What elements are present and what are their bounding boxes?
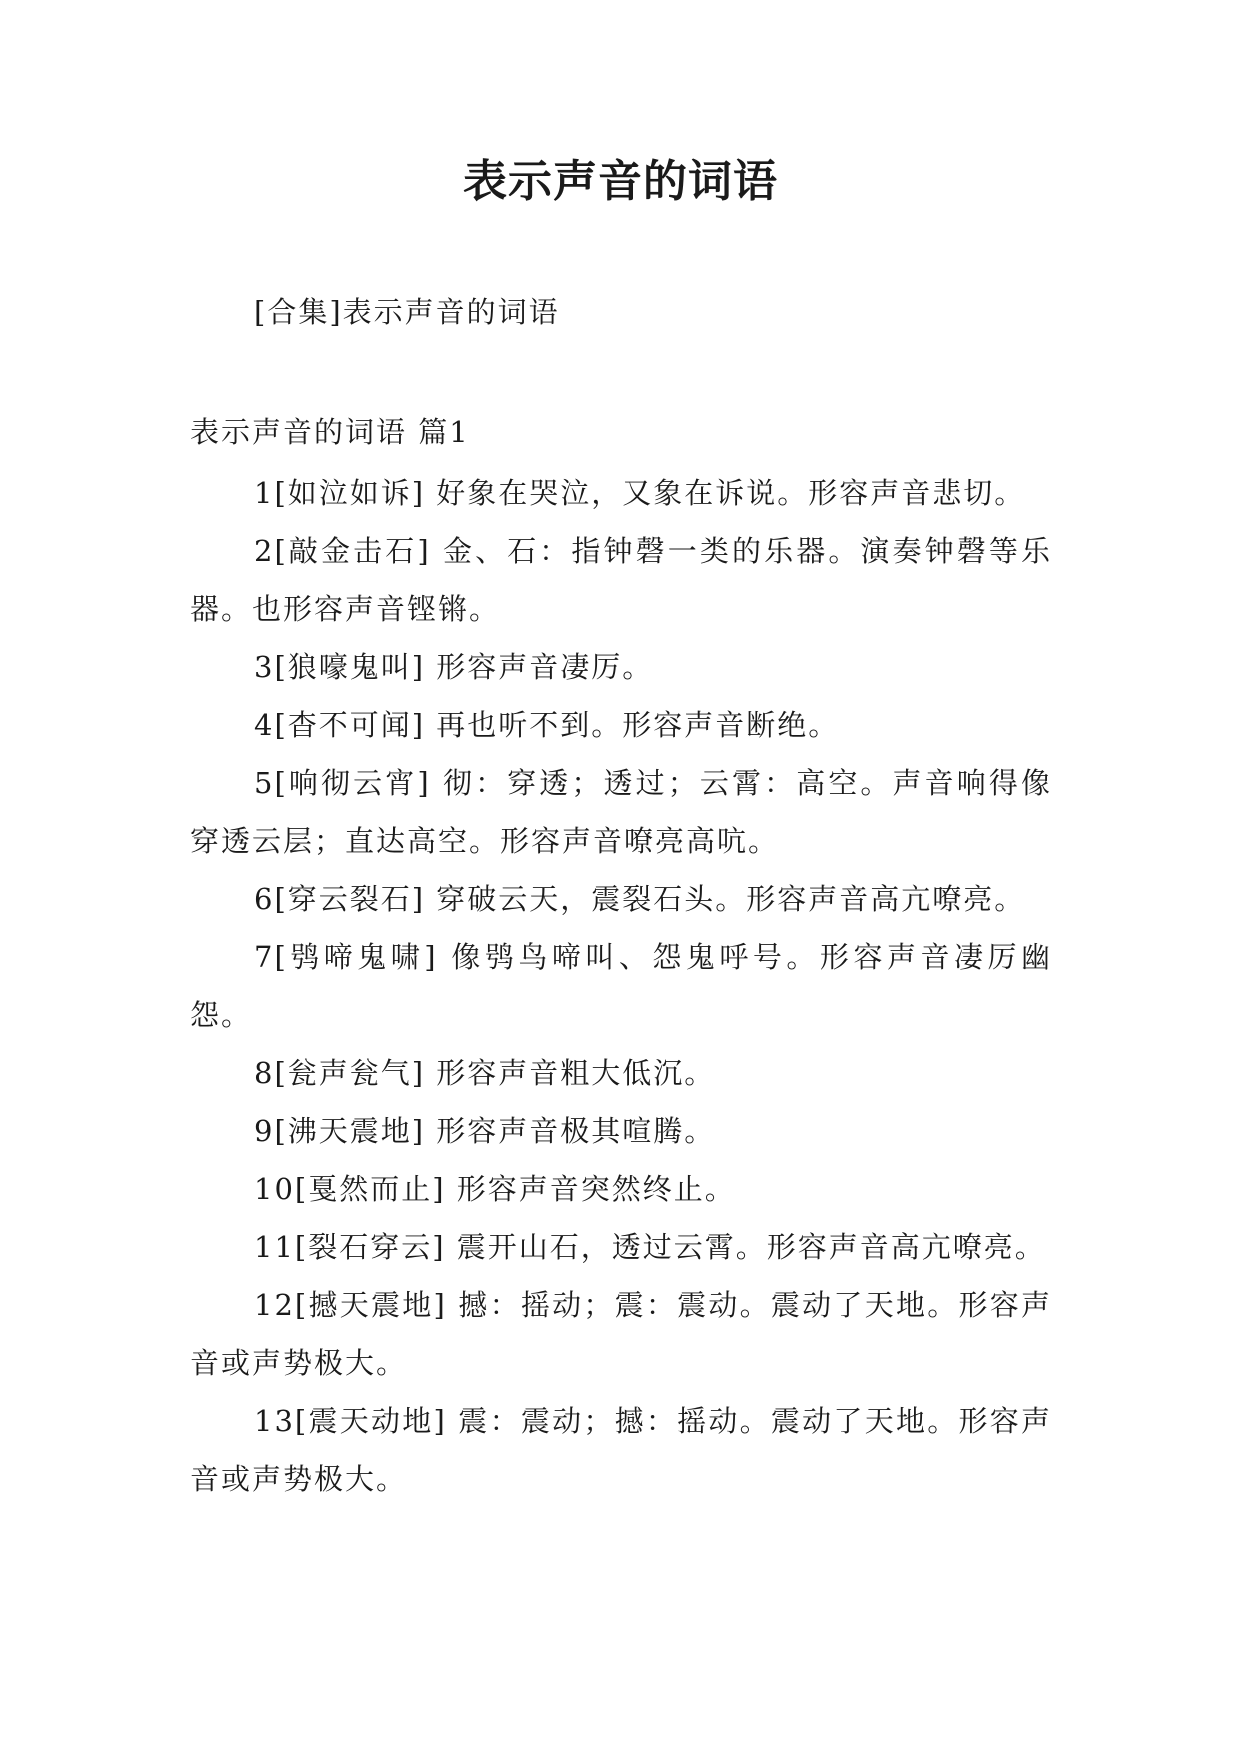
entry-7: 7[鸮啼鬼啸] 像鸮鸟啼叫、怨鬼呼号。形容声音凄厉幽怨。: [190, 940, 1052, 1032]
intro-line: [合集]表示声音的词语: [254, 295, 560, 329]
entry-12: 12[撼天震地] 撼：摇动；震：震动。震动了天地。形容声音或声势极大。: [190, 1288, 1052, 1380]
entry-5: 5[响彻云宵] 彻：穿透；透过；云霄：高空。声音响得像穿透云层；直达高空。形容声音嘹亮高吭。: [190, 766, 1052, 858]
document-title: 表示声音的词语: [463, 156, 778, 207]
section-heading: 表示声音的词语 篇1: [190, 415, 470, 449]
entry-11: 11[裂石穿云] 震开山石，透过云霄。形容声音高亢嘹亮。: [254, 1230, 1046, 1264]
entry-8: 8[瓮声瓮气] 形容声音粗大低沉。: [254, 1056, 716, 1090]
entry-2: 2[敲金击石] 金、石：指钟磬一类的乐器。演奏钟磬等乐器。也形容声音铿锵。: [190, 534, 1052, 626]
entry-4: 4[杳不可闻] 再也听不到。形容声音断绝。: [254, 708, 840, 742]
entry-6: 6[穿云裂石] 穿破云天，震裂石头。形容声音高亢嘹亮。: [254, 882, 1026, 916]
entry-1: 1[如泣如诉] 好象在哭泣，又象在诉说。形容声音悲切。: [254, 476, 1026, 510]
entry-list: [190, 464, 1052, 1508]
entry-3: 3[狼嚎鬼叫] 形容声音凄厉。: [254, 650, 654, 684]
entry-13: 13[震天动地] 震：震动；撼：摇动。震动了天地。形容声音或声势极大。: [190, 1404, 1052, 1496]
entry-10: 10[戛然而止] 形容声音突然终止。: [254, 1172, 736, 1206]
entry-9: 9[沸天震地] 形容声音极其喧腾。: [254, 1114, 716, 1148]
